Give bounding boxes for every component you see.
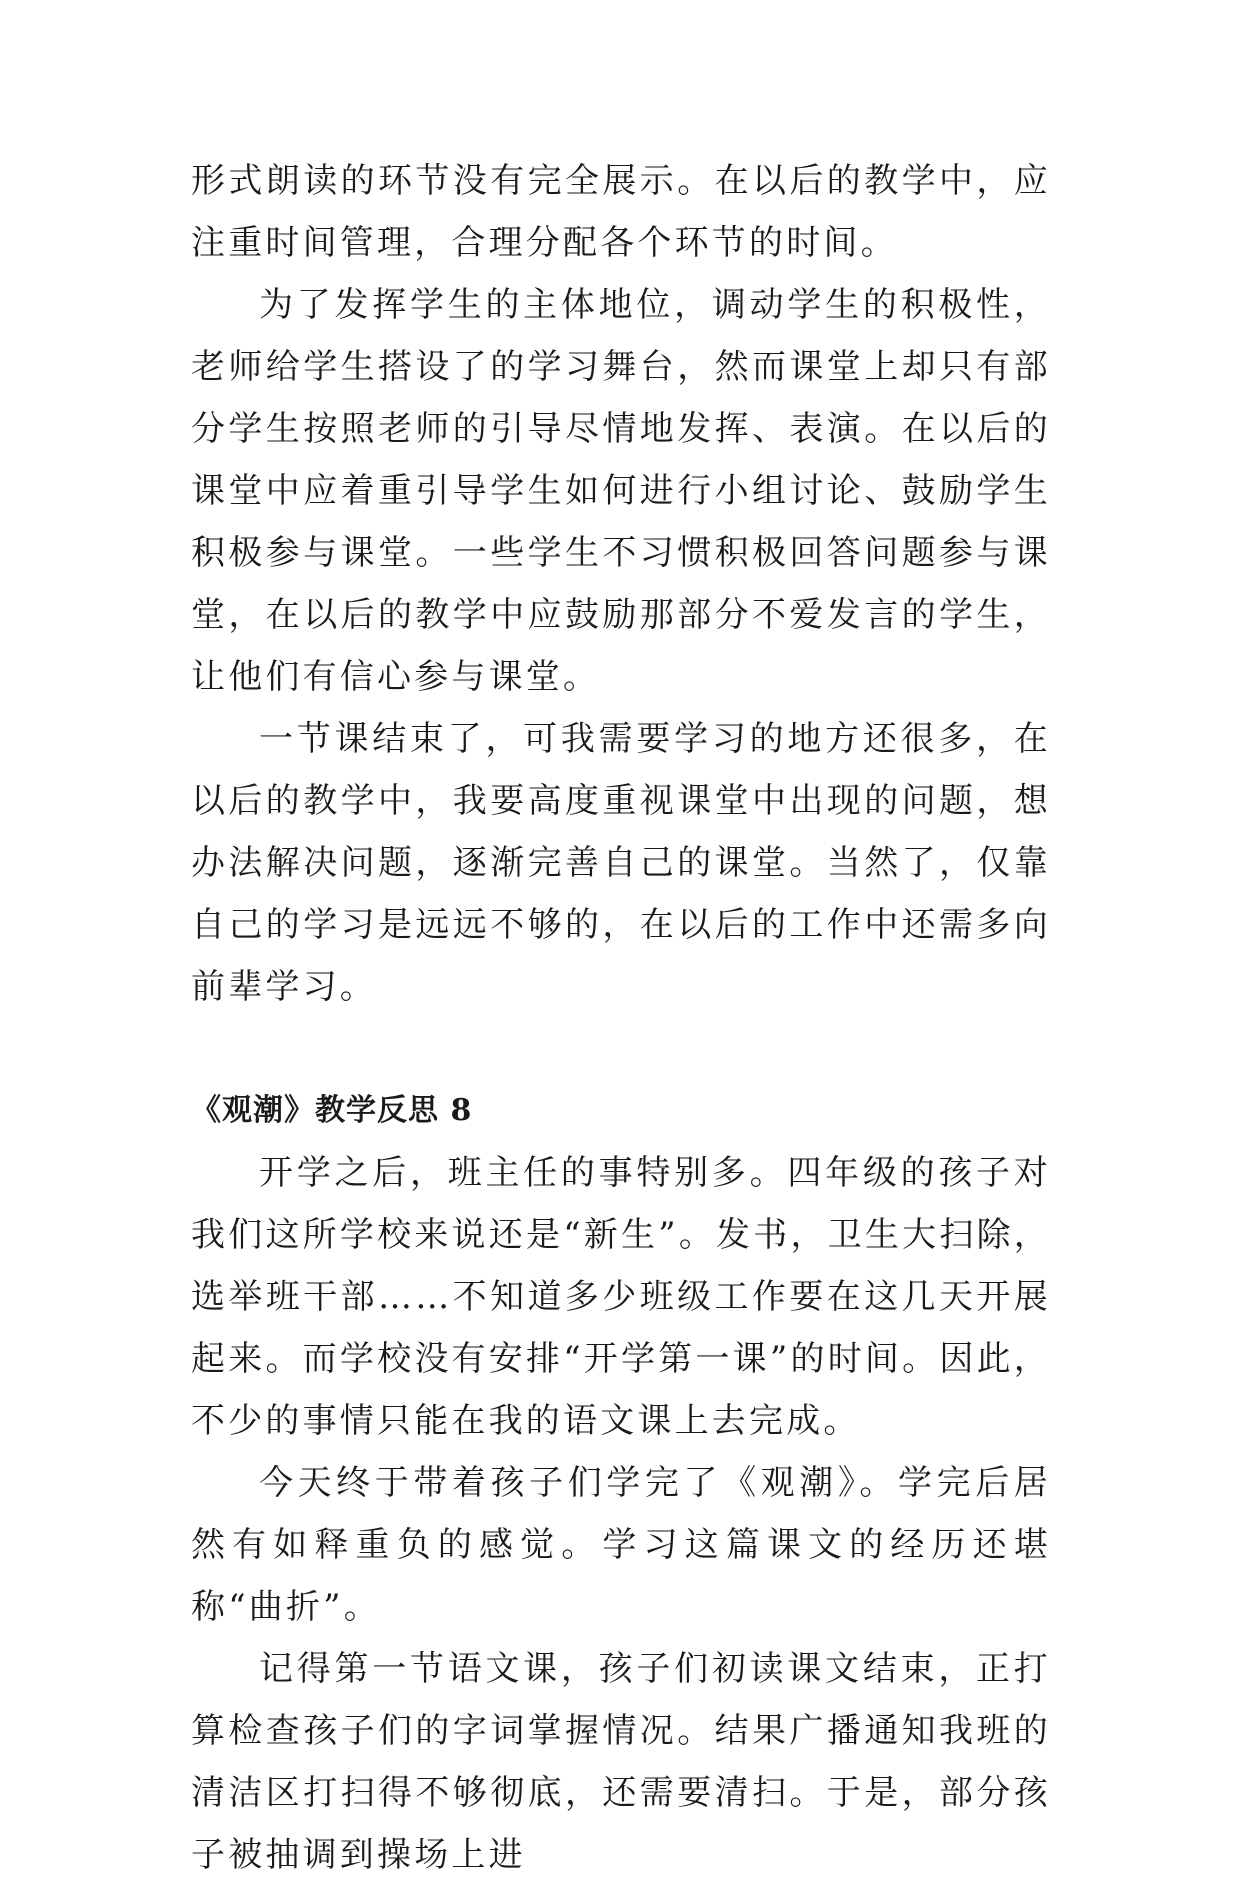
section-title: 《观潮》教学反思 8 bbox=[191, 1093, 473, 1128]
paragraph-finished-lesson: 今天终于带着孩子们学完了《观潮》。学完后居然有如释重负的感觉。学习这篇课文的经历还堪称“曲折”。 bbox=[191, 1463, 1051, 1627]
paragraph-continuation: 形式朗读的环节没有完全展示。在以后的教学中，应注重时间管理，合理分配各个环节的时间。 bbox=[191, 161, 1051, 263]
paragraph-first-class: 记得第一节语文课，孩子们初读课文结束，正打算检查孩子们的字词掌握情况。结果广播通知我班的清洁区打扫得不够彻底，还需要清扫。于是，部分孩子被抽调到操场上进 bbox=[191, 1649, 1051, 1875]
paragraph-conclusion: 一节课结束了，可我需要学习的地方还很多，在以后的教学中，我要高度重视课堂中出现的问题，想办法解决问题，逐渐完善自己的课堂。当然了，仅靠自己的学习是远远不够的，在以后的工作中还需多向前辈学习。 bbox=[191, 719, 1051, 1007]
document-body bbox=[191, 150, 1051, 1886]
paragraph-school-start: 开学之后，班主任的事特别多。四年级的孩子对我们这所学校来说还是“新生”。发书，卫生大扫除，选举班干部……不知道多少班级工作要在这几天开展起来。而学校没有安排“开学第一课”的时间。因此，不少的事情只能在我的语文课上去完成。 bbox=[191, 1153, 1051, 1441]
paragraph-student-role: 为了发挥学生的主体地位，调动学生的积极性，老师给学生搭设了的学习舞台，然而课堂上却只有部分学生按照老师的引导尽情地发挥、表演。在以后的课堂中应着重引导学生如何进行小组讨论、鼓励学生积极参与课堂。一些学生不习惯积极回答问题参与课堂，在以后的教学中应鼓励那部分不爱发言的学生，让他们有信心参与课堂。 bbox=[191, 285, 1051, 697]
